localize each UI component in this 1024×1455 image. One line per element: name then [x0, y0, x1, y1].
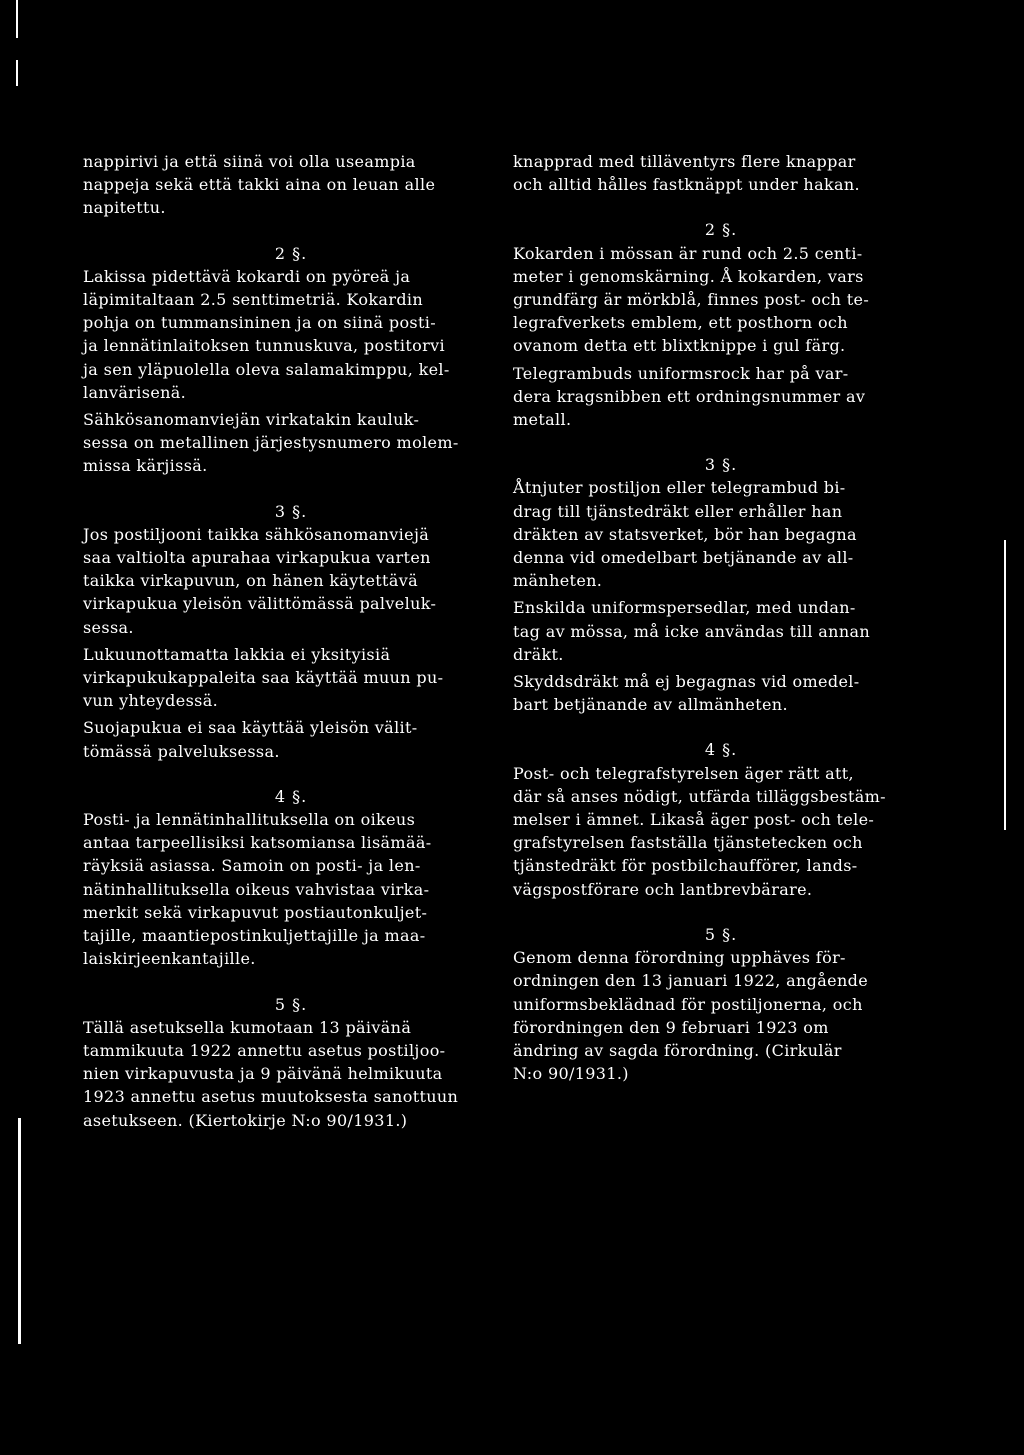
paragraph — [513, 150, 929, 196]
swedish-text-column — [513, 150, 929, 1085]
text-line: Lakissa pidettävä kokardi on pyöreä ja — [83, 266, 411, 286]
text-line: Tällä asetuksella kumotaan 13 päivänä — [83, 1017, 412, 1037]
paragraph — [83, 643, 499, 713]
text-line: grundfärg är mörkblå, finnes post- och te- — [513, 290, 870, 310]
text-line: mänheten. — [513, 571, 603, 591]
paragraph — [513, 362, 929, 432]
text-line: nätinhallituksella oikeus vahvistaa virka- — [83, 879, 430, 899]
text-line: nappeja sekä että takki aina on leuan alle — [83, 175, 436, 195]
section-number: 3 §. — [704, 455, 738, 475]
text-line: sessa on metallinen järjestysnumero molem- — [83, 433, 459, 453]
text-line: ja sen yläpuolella oleva salamakimppu, kel- — [83, 359, 450, 379]
paragraph — [83, 1016, 499, 1132]
text-line: missa kärjissä. — [83, 456, 208, 476]
text-line: där så anses nödigt, utfärda tilläggsbestäm- — [513, 786, 886, 806]
text-line: vun yhteydessä. — [83, 691, 219, 711]
text-line: Sähkösanomanviejän virkatakin kauluk- — [83, 410, 420, 430]
text-line: Jos postiljooni taikka sähkösanomanviejä — [83, 524, 430, 544]
section-number: 5 §. — [274, 994, 308, 1014]
text-line: Kokarden i mössan är rund och 2.5 centi- — [513, 243, 863, 263]
text-line: saa valtiolta apurahaa virkapukua varten — [83, 548, 431, 568]
text-line: taikka virkapuvun, on hänen käytettävä — [83, 571, 418, 591]
text-line: Telegrambuds uniformsrock har på var- — [513, 363, 849, 383]
section-number: 4 §. — [274, 786, 308, 806]
text-line: och alltid hålles fastknäppt under hakan. — [513, 175, 860, 195]
text-line: förordningen den 9 februari 1923 om — [513, 1017, 829, 1037]
paragraph — [513, 242, 929, 358]
text-line: dräkten av statsverket, bör han begagna — [513, 524, 857, 544]
text-line: napitettu. — [83, 198, 166, 218]
section-number: 2 §. — [704, 220, 738, 240]
section-number: 2 §. — [274, 243, 308, 263]
text-line: nappirivi ja että siinä voi olla useampia — [83, 152, 416, 171]
text-line: N:o 90/1931.) — [513, 1064, 629, 1084]
text-line: metall. — [513, 410, 572, 430]
text-line: pohja on tummansininen ja on siinä posti- — [83, 313, 436, 333]
text-line: virkapukukappaleita saa käyttää muun pu- — [83, 668, 444, 688]
text-line: Lukuunottamatta lakkia ei yksityisiä — [83, 644, 391, 664]
text-line: laiskirjeenkantajille. — [83, 949, 256, 969]
text-line: ovanom detta ett blixtknippe i gul färg. — [513, 336, 846, 356]
text-line: melser i ämnet. Likaså äger post- och tele- — [513, 810, 875, 830]
section-number: 5 §. — [704, 924, 738, 944]
section-number: 3 §. — [274, 501, 308, 521]
paragraph — [83, 265, 499, 404]
text-line: vägspostförare och lantbrevbärare. — [513, 879, 813, 899]
text-line: Suojapukua ei saa käyttää yleisön välit- — [83, 718, 418, 738]
text-line: Skyddsdräkt må ej begagnas vid omedel- — [513, 672, 860, 692]
text-line: tag av mössa, må icke användas till annan — [513, 621, 871, 641]
text-line: Post- och telegrafstyrelsen äger rätt att, — [513, 763, 854, 783]
paragraph — [513, 596, 929, 666]
text-line: nien virkapuvusta ja 9 päivänä helmikuuta — [83, 1064, 443, 1084]
text-line: grafstyrelsen fastställa tjänstetecken och — [513, 833, 863, 853]
text-line: denna vid omedelbart betjänande av all- — [513, 548, 854, 568]
text-line: lanvärisenä. — [83, 382, 187, 402]
text-line: knapprad med tilläventyrs flere knappar — [513, 152, 856, 171]
text-line: Genom denna förordning upphäves för- — [513, 948, 846, 968]
scan-edge-mark-left — [18, 1118, 21, 1344]
paragraph — [513, 762, 929, 901]
text-line: uniformsbeklädnad för postiljonerna, och — [513, 994, 863, 1014]
text-line: legrafverkets emblem, ett posthorn och — [513, 313, 848, 333]
section-number: 4 §. — [704, 740, 738, 760]
text-line: merkit sekä virkapuvut postiautonkuljet- — [83, 902, 428, 922]
finnish-text-column — [83, 150, 499, 1132]
paragraph — [513, 476, 929, 592]
text-line: Enskilda uniformspersedlar, med undan- — [513, 598, 856, 618]
text-line: meter i genomskärning. Å kokarden, vars — [513, 266, 864, 286]
text-line: ändring av sagda förordning. (Cirkulär — [513, 1040, 842, 1060]
text-line: drag till tjänstedräkt eller erhåller han — [513, 501, 843, 521]
text-line: antaa tarpeellisiksi katsomiansa lisämää- — [83, 833, 432, 853]
text-line: Posti- ja lennätinhallituksella on oikeus — [83, 810, 416, 830]
paragraph — [83, 808, 499, 970]
paragraph — [513, 946, 929, 1085]
text-line: Åtnjuter postiljon eller telegrambud bi- — [513, 478, 846, 498]
scan-edge-mark-right — [1004, 540, 1006, 830]
text-line: läpimitaltaan 2.5 senttimetriä. Kokardin — [83, 290, 424, 310]
text-line: tajille, maantiepostinkuljettajille ja maa- — [83, 926, 426, 946]
scan-edge-mark-upper — [16, 60, 18, 86]
text-line: räyksiä asiassa. Samoin on posti- ja len- — [83, 856, 421, 876]
text-line: virkapukua yleisön välittömässä palveluk- — [83, 594, 437, 614]
text-line: sessa. — [83, 617, 134, 637]
text-line: ordningen den 13 januari 1922, angående — [513, 971, 869, 991]
scan-edge-mark-top — [16, 0, 18, 38]
text-line: tömässä palveluksessa. — [83, 741, 280, 761]
text-line: tammikuuta 1922 annettu asetus postiljoo- — [83, 1040, 446, 1060]
paragraph — [513, 670, 929, 716]
paragraph — [83, 408, 499, 478]
text-line: asetukseen. (Kiertokirje N:o 90/1931.) — [83, 1110, 408, 1130]
text-line: ja lennätinlaitoksen tunnuskuva, postitorvi — [83, 336, 445, 356]
text-line: tjänstedräkt för postbilchaufförer, lands- — [513, 856, 858, 876]
paragraph — [83, 150, 499, 220]
text-line: bart betjänande av allmänheten. — [513, 695, 788, 715]
text-line: 1923 annettu asetus muutoksesta sanottuun — [83, 1087, 459, 1107]
text-line: dera kragsnibben ett ordningsnummer av — [513, 386, 866, 406]
text-line: dräkt. — [513, 644, 564, 664]
paragraph — [83, 523, 499, 639]
paragraph — [83, 716, 499, 762]
